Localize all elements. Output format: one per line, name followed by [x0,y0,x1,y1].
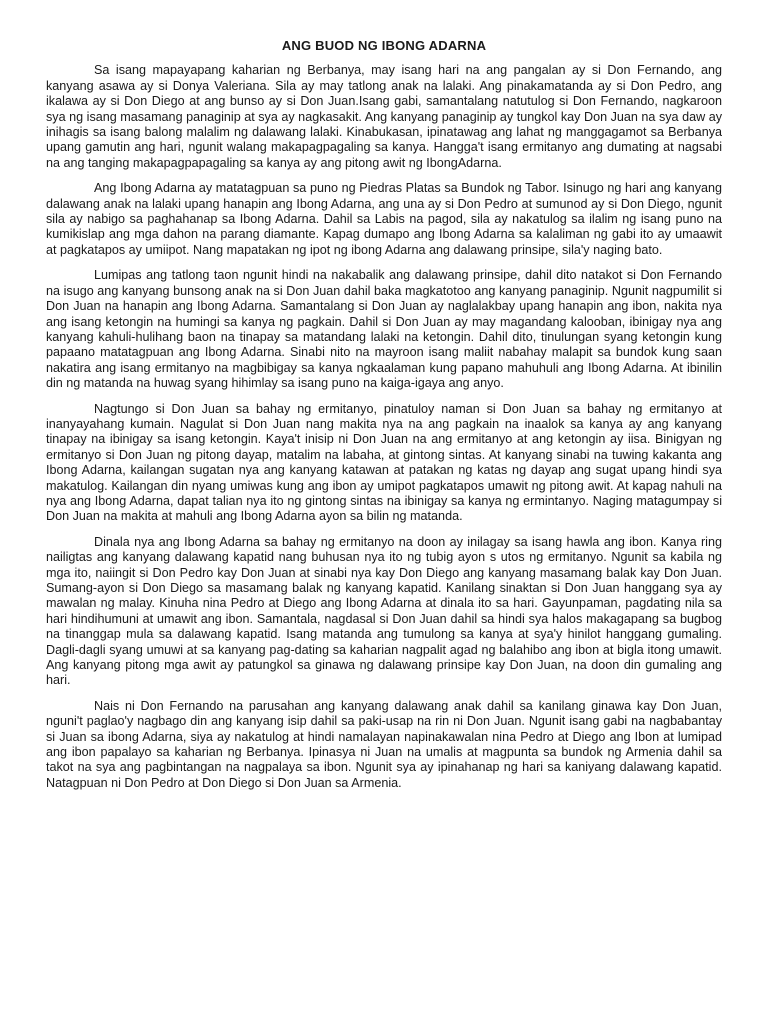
paragraph-6: Nais ni Don Fernando na parusahan ang kanyang dalawang anak dahil sa kanilang ginawa kay Don Juan, nguni't paglao'y nagbago din ang kanyang isip dahil sa paki-usap na rin ni Don Juan. Ngunit isang gabi na nagbabantay si Juan sa ibong Adarna, siya ay nakatulog at hindi namalayan napinakawalan nina Pedro at Diego ang Ibon at lumipad ang ibon papalayo sa kaharian ng Berbanya. Ipinasya ni Juan na umalis at magpunta sa bundok ng Armenia dahil sa takot na sya ang pagbintangan na nagpalaya sa ibon. Ngunit sya ay ipinahanap ng hari sa kaniyang dalawang kapatid. Natagpuan ni Don Pedro at Don Diego si Don Juan sa Armenia. [46,698,722,790]
paragraph-2: Ang Ibong Adarna ay matatagpuan sa puno ng Piedras Platas sa Bundok ng Tabor. Isinugo ng hari ang kanyang dalawang anak na lalaki upang hanapin ang Ibong Adarna, ang una ay si Don Pedro at sumunod ay si Don Diego, ngunit sila ay nabigo sa paghahanap sa Ibong Adarna. Dahil sa Labis na pagod, sila ay nakatulog sa ilalim ng isang puno na kumikislap ang mga dahon na parang diamante. Kapag dumapo ang Ibong Adarna sa kalaliman ng gabi ito ay umaawit at pagkatapos ay umiipot. Nang mapatakan ng ipot ng ibong Adarna ang dalawang prinsipe, sila'y naging bato. [46,181,722,257]
document-page [46,38,722,801]
paragraph-1: Sa isang mapayapang kaharian ng Berbanya, may isang hari na ang pangalan ay si Don Fernando, ang kanyang asawa ay si Donya Valeriana. Sila ay may tatlong anak na lalaki. Ang pinakamatanda ay si Don Pedro, ang ikalawa ay si Don Diego at ang bunso ay si Don Juan.Isang gabi, samantalang natutulog si Don Fernando, nagkaroon sya ng isang masamang panaginip at sya ay nagkasakit. Ang kanyang panaginip ay tungkol kay Don Juan na sya daw ay inihagis sa isang balong malalim ng dalawang lalaki. Kinabukasan, ipinatawag ang lahat ng manggagamot sa Berbanya upang gamutin ang hari, ngunit walang makapagpagaling sa kanya. Hangga't isang ermitanyo ang dumating at nagsabi na ang tanging makapagpapagaling sa kanya ay ang pitong awit ng IbongAdarna. [46,63,722,170]
paragraph-3: Lumipas ang tatlong taon ngunit hindi na nakabalik ang dalawang prinsipe, dahil dito natakot si Don Fernando na isugo ang kanyang bunsong anak na si Don Juan dahil baka magkatotoo ang kanyang panaginip. Ngunit nagpumilit si Don Juan na hanapin ang Ibong Adarna. Samantalang si Don Juan ay naglalakbay upang hanapin ang ibon, nakita nya ang isang ketongin na humingi sa kanya ng pagkain. Dahil si Don Juan ay may magandang kalooban, ibinigay nya ang kanyang kahuli-hulihang baon na tinapay sa matandang lalaki na ketongin. Dahil dito, tinulungan syang ketongin kung papaano matatagpuan ang Ibong Adarna. Sinabi nito na mayroon isang maliit nabahay malapit sa bundok kung saan nakatira ang isang ermitanyo na magbibigay sa kanya ngkaalaman kung papano mahuhuli ang Ibong Adarna. At ibinilin din ng matanda na huwag syang hihimlay sa isang puno na kaiga-igaya ang anyo. [46,268,722,391]
document-title: ANG BUOD NG IBONG ADARNA [281,38,487,53]
paragraph-5: Dinala nya ang Ibong Adarna sa bahay ng ermitanyo na doon ay inilagay sa isang hawla ang ibon. Kanya ring nailigtas ang kanyang dalawang kapatid nang buhusan nya ito ng tubig ayon s utos ng ermitanyo. Ngunit sa kabila ng mga ito, naiingit si Don Pedro kay Don Juan at sinabi nya kay Don Diego ang kanyang masamang balak kay Don Juan. Sumang-ayon si Don Diego sa masamang balak ng kanyang kapatid. Kanilang sinaktan si Don Juan hanggang sya ay mawalan ng malay. Kinuha nina Pedro at Diego ang Ibong Adarna at dinala ito sa hari. Gayunpaman, pagdating nila sa hari hindihumuni at umawit ang ibon. Samantala, nagdasal si Don Juan dahil sa hindi sya halos makagapang sa bugbog na tinanggap mula sa dalawang kapatid. Isang matanda ang tumulong sa kanya at sya'y hinilot hanggang gumaling. Dagli-dagli syang umuwi at sa kanyang pag-dating sa kaharian nagpalit agad ng balahibo ang ibon at bigla itong umawit. Ang kanyang pitong mga awit ay patungkol sa ginawa ng dalawang prinsipe kay Don Juan, na doon din gumaling ang hari. [46,534,722,688]
paragraph-4: Nagtungo si Don Juan sa bahay ng ermitanyo, pinatuloy naman si Don Juan sa bahay ng ermitanyo at inanyayahang kumain. Nagulat si Don Juan nang makita nya na ang pagkain na inaalok sa kanya ay ang kanyang tinapay na ibinigay sa isang ketongin. Kaya't inisip ni Don Juan na ang ermitanyo at ang ketongin ay iisa. Binigyan ng ermitanyo si Don Juan ng pitong dayap, matalim na labaha, at gintong sintas. At kanyang sinabi na tuwing kakanta ang Ibong Adarna, kailangan sugatan nya ang kanyang katawan at patakan ng katas ng dayap ang sugat upang hindi sya makatulog. Kailangan din nyang umiwas kung ang ibon ay umipot pagkatapos umawit ng pitong awit. At kapag nahuli na nya ang Ibong Adarna, dapat talian nya ito ng gintong sintas na ibinigay sa kanya ng ermintanyo. Naging matagumpay si Don Juan na makita at mahuli ang Ibong Adarna ayon sa bilin ng matanda. [46,401,722,524]
